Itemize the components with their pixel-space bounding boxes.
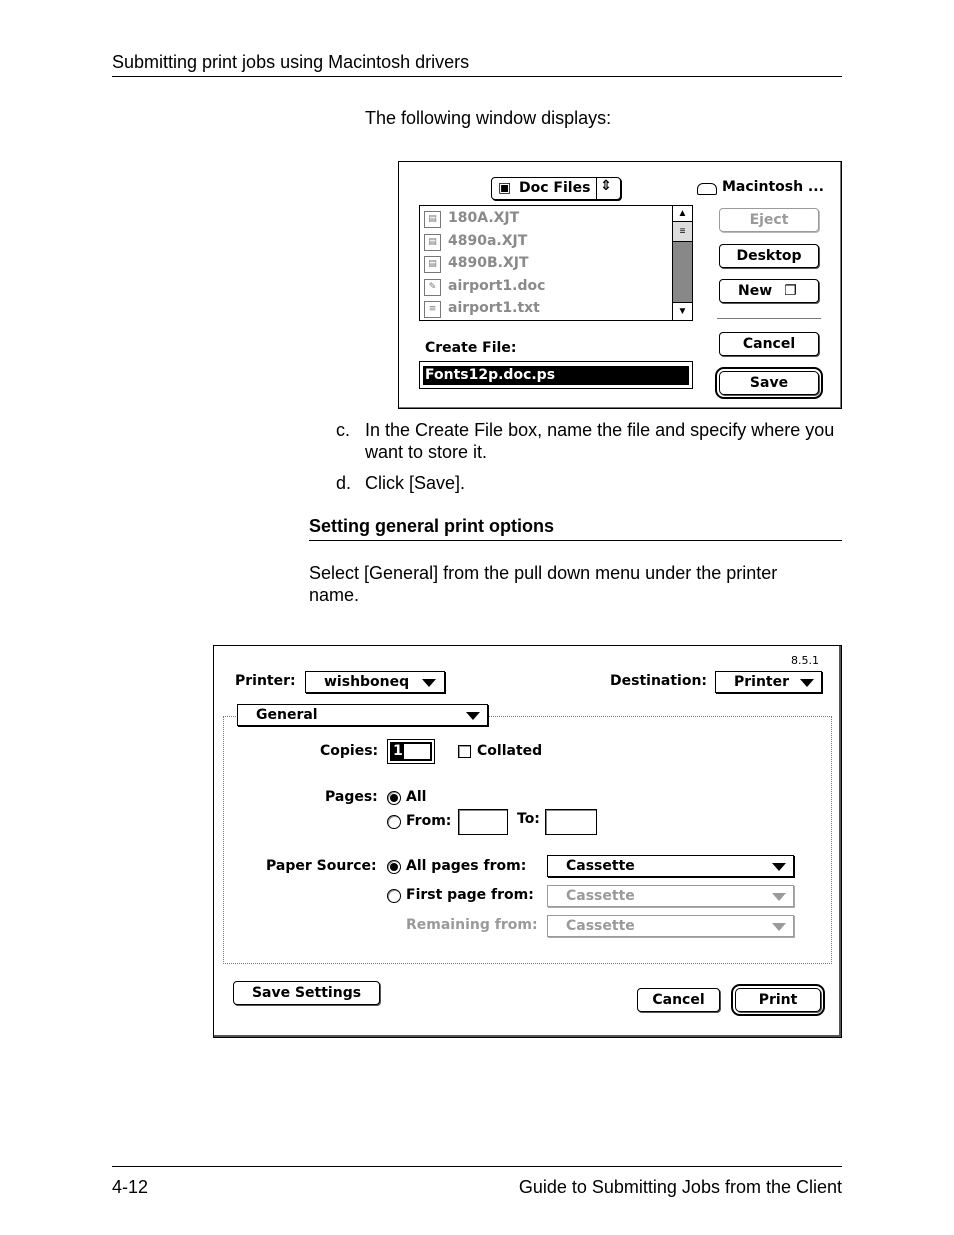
step-c-text: In the Create File box, name the file and specify where you want to store it. (365, 420, 835, 462)
filename-value: Fonts12p.doc.ps (423, 366, 689, 385)
folder-icon: ▣ (498, 180, 512, 196)
section-rule (309, 540, 842, 541)
section-body: Select [General] from the pull down menu under the printer name. (309, 563, 778, 605)
remaining-from-label: Remaining from: (406, 917, 538, 933)
pages-to-label: To: (517, 811, 540, 827)
pages-all-radio[interactable] (387, 791, 401, 805)
filename-field[interactable] (419, 361, 693, 389)
scroll-track[interactable] (673, 242, 692, 302)
destination-popup[interactable] (715, 671, 822, 693)
print-cancel-button[interactable]: Cancel (637, 988, 720, 1012)
text-file-icon: ≡ (424, 301, 441, 318)
copies-label: Copies: (320, 743, 379, 759)
document-file-icon: ▤ (424, 211, 441, 228)
file-list-item[interactable] (422, 276, 670, 298)
file-list-scrollbar[interactable] (672, 206, 692, 320)
destination-popup-value: Printer (734, 674, 790, 690)
print-button[interactable]: Print (735, 988, 821, 1012)
file-name: 4890B.XJT (448, 255, 529, 272)
new-folder-icon: ❐ (784, 283, 797, 299)
footer-guide-title: Guide to Submitting Jobs from the Client (518, 1177, 842, 1197)
panel-popup-value: General (256, 707, 318, 723)
printer-popup[interactable] (305, 671, 445, 693)
scroll-up-arrow-icon[interactable]: ▲ (673, 206, 692, 222)
footer-rule (112, 1166, 842, 1167)
file-name: 4890a.XJT (448, 232, 528, 249)
file-list-item[interactable] (422, 253, 670, 275)
create-file-label: Create File: (425, 340, 517, 356)
pages-from-field[interactable] (458, 809, 508, 835)
file-list-item[interactable] (422, 231, 670, 253)
folder-popup-label: Doc Files (519, 180, 591, 196)
destination-label: Destination: (610, 673, 708, 689)
eject-button[interactable]: Eject (719, 208, 819, 232)
all-pages-from-radio[interactable] (387, 860, 401, 874)
step-d-marker: d. (336, 473, 352, 493)
pages-from-radio[interactable] (387, 815, 401, 829)
pages-all-label: All (406, 789, 427, 805)
printer-label: Printer: (235, 673, 296, 689)
document-file-icon: ▤ (424, 256, 441, 273)
chevron-down-icon (772, 893, 786, 901)
pages-label: Pages: (325, 789, 378, 805)
running-header: Submitting print jobs using Macintosh drivers (112, 52, 470, 72)
first-page-source-popup[interactable] (547, 885, 794, 907)
all-pages-source-value: Cassette (566, 858, 635, 874)
version-label: 8.5.1 (791, 654, 819, 667)
first-page-from-radio[interactable] (387, 889, 401, 903)
copies-value: 1 (393, 743, 403, 759)
chevron-down-icon (422, 679, 436, 687)
printer-popup-value: wishboneq (324, 674, 410, 690)
step-c-marker: c. (336, 420, 351, 440)
first-page-source-value: Cassette (566, 888, 635, 904)
save-settings-button[interactable]: Save Settings (233, 981, 380, 1005)
application-file-icon: ✎ (424, 279, 441, 296)
pages-to-field[interactable] (545, 809, 597, 835)
paper-source-label: Paper Source: (266, 858, 377, 874)
copies-field[interactable] (387, 739, 435, 764)
file-list-item[interactable] (422, 208, 670, 230)
file-name: airport1.doc (448, 277, 546, 294)
page-number: 4-12 (112, 1177, 149, 1197)
disk-name: Macintosh ... (722, 179, 824, 195)
desktop-button[interactable]: Desktop (719, 244, 819, 268)
new-folder-button[interactable] (719, 279, 819, 303)
section-heading: Setting general print options (309, 516, 555, 536)
file-name: 180A.XJT (448, 210, 520, 226)
scroll-down-arrow-icon[interactable]: ▼ (673, 302, 692, 320)
button-separator (717, 318, 821, 319)
popup-divider (596, 178, 597, 199)
first-page-from-label: First page from: (406, 887, 534, 903)
chevron-down-icon (466, 712, 480, 720)
collated-checkbox[interactable] (458, 745, 471, 758)
updown-arrows-icon: ⇕ (600, 178, 612, 194)
cancel-button[interactable]: Cancel (719, 332, 819, 356)
print-dialog (213, 645, 842, 1038)
chevron-down-icon (772, 863, 786, 871)
all-pages-source-popup[interactable] (547, 855, 794, 877)
hard-disk-icon (697, 183, 717, 195)
remaining-source-popup[interactable] (547, 915, 794, 937)
collated-label: Collated (477, 743, 543, 759)
all-pages-from-label: All pages from: (406, 858, 527, 874)
document-file-icon: ▤ (424, 234, 441, 251)
chevron-down-icon (772, 923, 786, 931)
remaining-source-value: Cassette (566, 918, 635, 934)
file-name: airport1.txt (448, 300, 540, 317)
intro-text: The following window displays: (365, 108, 612, 128)
step-d-text: Click [Save]. (365, 473, 466, 493)
new-button-label: New (738, 283, 773, 299)
file-list-item[interactable] (422, 298, 670, 320)
folder-popup[interactable] (491, 177, 621, 200)
header-rule (112, 76, 842, 77)
chevron-down-icon (800, 679, 814, 687)
save-dialog (398, 161, 842, 409)
scroll-thumb[interactable]: ≡ (673, 222, 692, 242)
panel-popup[interactable] (237, 704, 488, 726)
save-button[interactable]: Save (719, 371, 819, 395)
pages-from-label: From: (406, 813, 452, 829)
file-list[interactable] (419, 205, 693, 321)
